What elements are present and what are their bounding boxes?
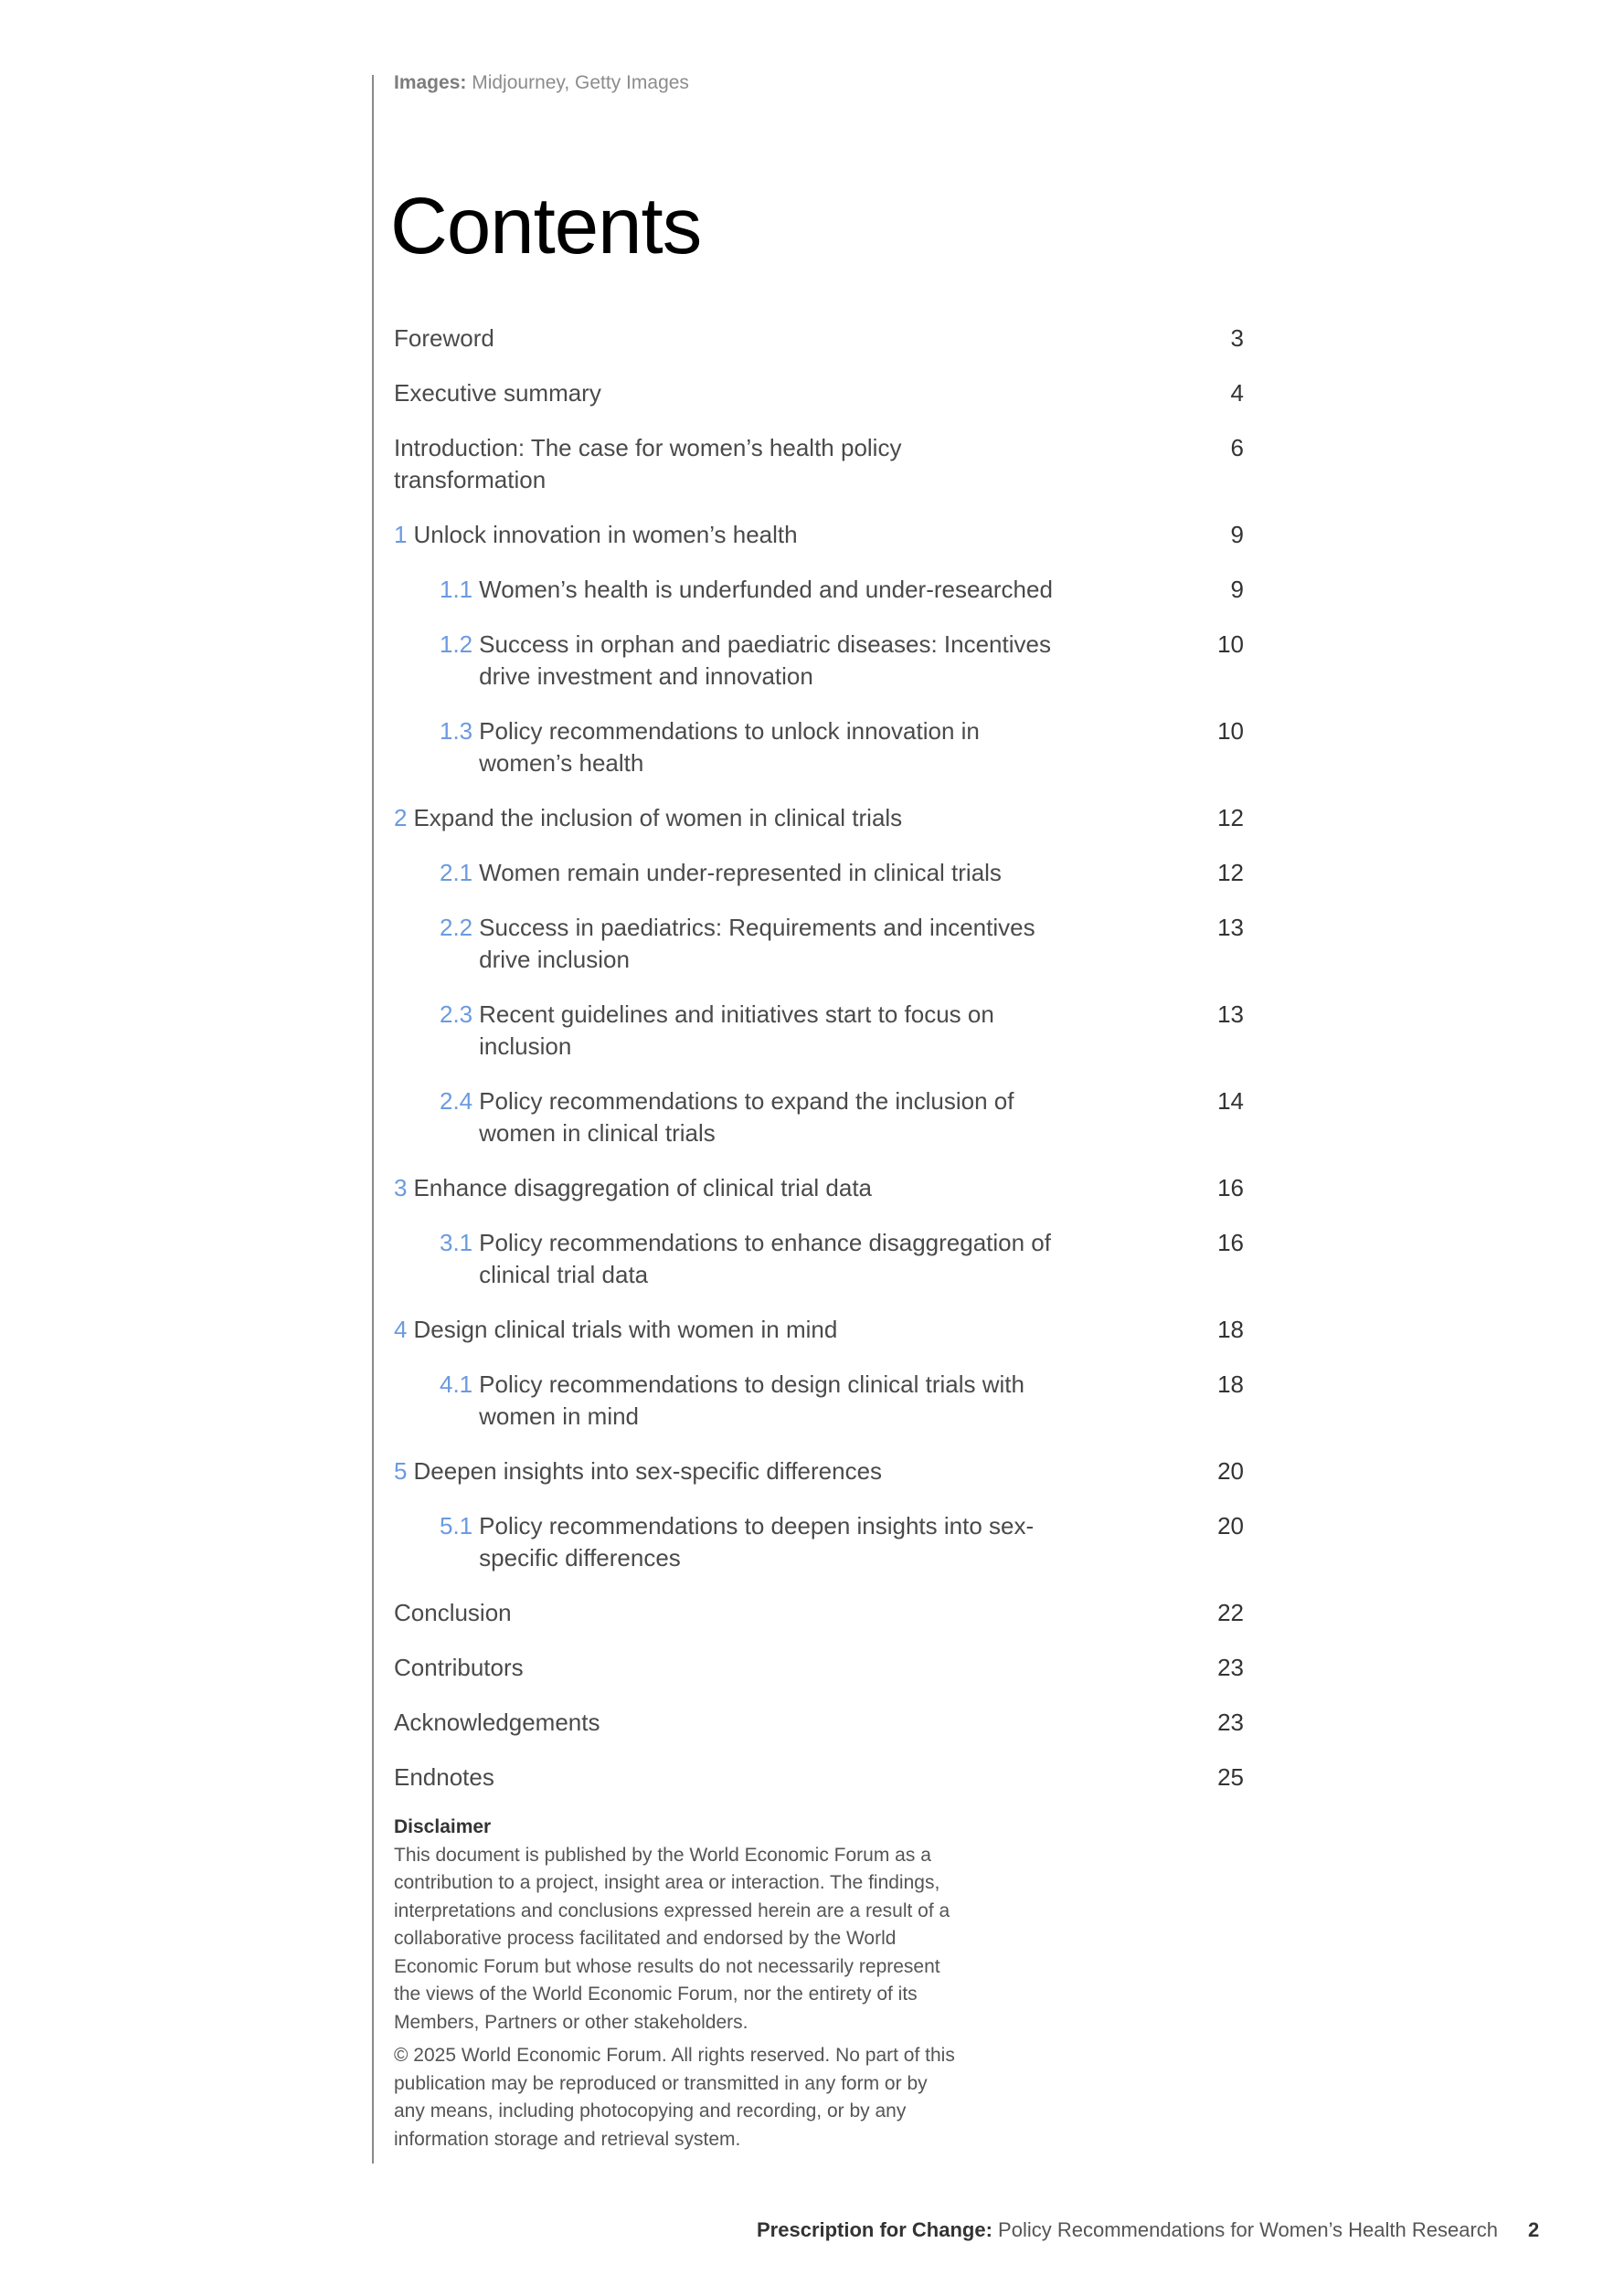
toc-entry[interactable] [394, 629, 1244, 693]
toc-entry-text [394, 1085, 1189, 1149]
toc-entry-label: Policy recommendations to enhance disaggregation of clinical trial data [479, 1229, 1051, 1288]
toc-entry-label: Policy recommendations to expand the inclusion of women in clinical trials [479, 1087, 1014, 1147]
toc-entry-page: 13 [1217, 1000, 1244, 1028]
toc-entry-text [394, 377, 1189, 409]
toc-entry-label: Policy recommendations to deepen insights into sex-specific differences [479, 1512, 1035, 1571]
toc-entry-number: 3.1 [440, 1229, 473, 1256]
toc-entry-label: Acknowledgements [394, 1709, 600, 1736]
page-footer [757, 2218, 1540, 2242]
toc-entry-label: Design clinical trials with women in mind [413, 1316, 838, 1343]
table-of-contents [394, 323, 1244, 1816]
toc-entry-number: 2.2 [440, 914, 473, 941]
toc-entry-text [394, 1227, 1189, 1291]
toc-entry-page: 25 [1217, 1763, 1244, 1791]
toc-entry-number: 1.2 [440, 630, 473, 658]
toc-entry-page: 20 [1217, 1512, 1244, 1539]
toc-entry-text [394, 574, 1189, 606]
toc-entry-label: Enhance disaggregation of clinical trial data [413, 1174, 873, 1201]
left-vertical-rule [372, 75, 374, 2164]
toc-entry-text [394, 1652, 1189, 1684]
toc-entry-text [394, 629, 1189, 693]
toc-entry[interactable] [394, 999, 1244, 1063]
disclaimer-body: This document is published by the World Economic Forum as a contribution to a project, insight area or interaction. The findings, interpretations and conclusions expressed herein are a result of a collaborative process facilitated and endorsed by the World Economic Forum but whose results do not necessarily represent the views of the World Economic Forum, nor the entirety of its Members, Partners or other stakeholders. [394, 1844, 950, 2033]
toc-entry-text [394, 432, 1189, 496]
toc-entry[interactable] [394, 1369, 1244, 1433]
toc-entry-page: 12 [1217, 859, 1244, 886]
toc-entry-number: 1.1 [440, 576, 473, 603]
toc-entry-page: 13 [1217, 914, 1244, 941]
toc-entry-label: Conclusion [394, 1599, 512, 1626]
footer-page-number: 2 [1528, 2218, 1540, 2241]
toc-entry-text [394, 323, 1189, 354]
toc-entry-label: Women’s health is underfunded and under-researched [479, 576, 1053, 603]
toc-entry-text [394, 802, 1189, 834]
toc-entry-text [394, 715, 1189, 779]
toc-entry-text [394, 857, 1189, 889]
toc-entry-number: 2 [394, 804, 408, 831]
toc-entry-label: Success in paediatrics: Requirements and incentives drive inclusion [479, 914, 1035, 973]
toc-entry-number: 2.4 [440, 1087, 473, 1115]
toc-entry-page: 20 [1217, 1457, 1244, 1485]
toc-entry[interactable] [394, 857, 1244, 889]
toc-entry-number: 2.1 [440, 859, 473, 886]
toc-entry-text [394, 1172, 1189, 1204]
toc-entry-text [394, 1314, 1189, 1346]
toc-entry-page: 9 [1230, 576, 1244, 603]
image-credits [394, 72, 689, 94]
copyright-notice: © 2025 World Economic Forum. All rights reserved. No part of this publication may be reproduced or transmitted in any form or by any means, including photocopying and recording, or by any information storage and retrieval system. [394, 2045, 955, 2150]
footer-title: Policy Recommendations for Women’s Health Research [998, 2218, 1499, 2241]
toc-entry[interactable] [394, 1707, 1244, 1739]
toc-entry[interactable] [394, 1455, 1244, 1487]
toc-entry-text [394, 1762, 1189, 1793]
toc-entry[interactable] [394, 519, 1244, 551]
toc-entry-number: 1 [394, 521, 408, 548]
toc-entry[interactable] [394, 1510, 1244, 1574]
toc-entry-text [394, 1597, 1189, 1629]
toc-entry-number: 5.1 [440, 1512, 473, 1539]
toc-entry-label: Introduction: The case for women’s health policy transformation [394, 434, 902, 493]
toc-entry-page: 22 [1217, 1599, 1244, 1626]
toc-entry[interactable] [394, 323, 1244, 354]
toc-entry[interactable] [394, 912, 1244, 976]
toc-entry-label: Foreword [394, 324, 494, 352]
toc-entry-page: 12 [1217, 804, 1244, 831]
toc-entry-number: 2.3 [440, 1000, 473, 1028]
toc-entry-text [394, 519, 1189, 551]
toc-entry[interactable] [394, 1172, 1244, 1204]
toc-entry-number: 1.3 [440, 717, 473, 745]
toc-entry-number: 3 [394, 1174, 408, 1201]
toc-entry-label: Success in orphan and paediatric diseases: Incentives drive investment and innovation [479, 630, 1051, 690]
toc-entry-label: Contributors [394, 1654, 524, 1681]
toc-entry-number: 5 [394, 1457, 408, 1485]
toc-entry[interactable] [394, 1597, 1244, 1629]
toc-entry-label: Recent guidelines and initiatives start to focus on inclusion [479, 1000, 994, 1060]
toc-entry-number: 4.1 [440, 1370, 473, 1398]
toc-entry-page: 4 [1230, 379, 1244, 407]
toc-entry[interactable] [394, 1314, 1244, 1346]
toc-entry[interactable] [394, 1762, 1244, 1793]
toc-entry-label: Executive summary [394, 379, 601, 407]
toc-entry-label: Expand the inclusion of women in clinical trials [413, 804, 903, 831]
toc-entry-label: Unlock innovation in women’s health [413, 521, 798, 548]
toc-entry[interactable] [394, 377, 1244, 409]
disclaimer-heading: Disclaimer [394, 1816, 492, 1837]
image-credits-label: Images: [394, 72, 467, 93]
toc-entry-label: Deepen insights into sex-specific differences [413, 1457, 883, 1485]
toc-entry-page: 18 [1217, 1316, 1244, 1343]
toc-entry-page: 23 [1217, 1709, 1244, 1736]
toc-entry[interactable] [394, 1227, 1244, 1291]
toc-entry-text [394, 1510, 1189, 1574]
toc-entry-label: Women remain under-represented in clinical trials [479, 859, 1002, 886]
toc-entry-page: 14 [1217, 1087, 1244, 1115]
toc-entry-page: 3 [1230, 324, 1244, 352]
toc-entry-label: Policy recommendations to design clinical trials with women in mind [479, 1370, 1024, 1430]
toc-entry[interactable] [394, 802, 1244, 834]
disclaimer [394, 1814, 961, 2153]
toc-entry-text [394, 1455, 1189, 1487]
toc-entry-label: Endnotes [394, 1763, 494, 1791]
toc-entry-page: 16 [1217, 1174, 1244, 1201]
image-credits-value: Midjourney, Getty Images [472, 72, 689, 93]
toc-entry[interactable] [394, 1652, 1244, 1684]
toc-entry-text [394, 999, 1189, 1063]
toc-entry-number: 4 [394, 1316, 408, 1343]
footer-title-bold: Prescription for Change: [757, 2218, 992, 2241]
toc-entry-page: 23 [1217, 1654, 1244, 1681]
toc-entry[interactable] [394, 574, 1244, 606]
page-title: Contents [390, 182, 702, 270]
toc-entry-page: 10 [1217, 717, 1244, 745]
toc-entry-page: 16 [1217, 1229, 1244, 1256]
toc-entry-page: 9 [1230, 521, 1244, 548]
toc-entry-page: 6 [1230, 434, 1244, 461]
toc-entry-text [394, 1369, 1189, 1433]
toc-entry[interactable] [394, 715, 1244, 779]
toc-entry[interactable] [394, 432, 1244, 496]
toc-entry-page: 18 [1217, 1370, 1244, 1398]
toc-entry[interactable] [394, 1085, 1244, 1149]
toc-entry-page: 10 [1217, 630, 1244, 658]
toc-entry-text [394, 912, 1189, 976]
toc-entry-label: Policy recommendations to unlock innovation in women’s health [479, 717, 980, 777]
toc-entry-text [394, 1707, 1189, 1739]
